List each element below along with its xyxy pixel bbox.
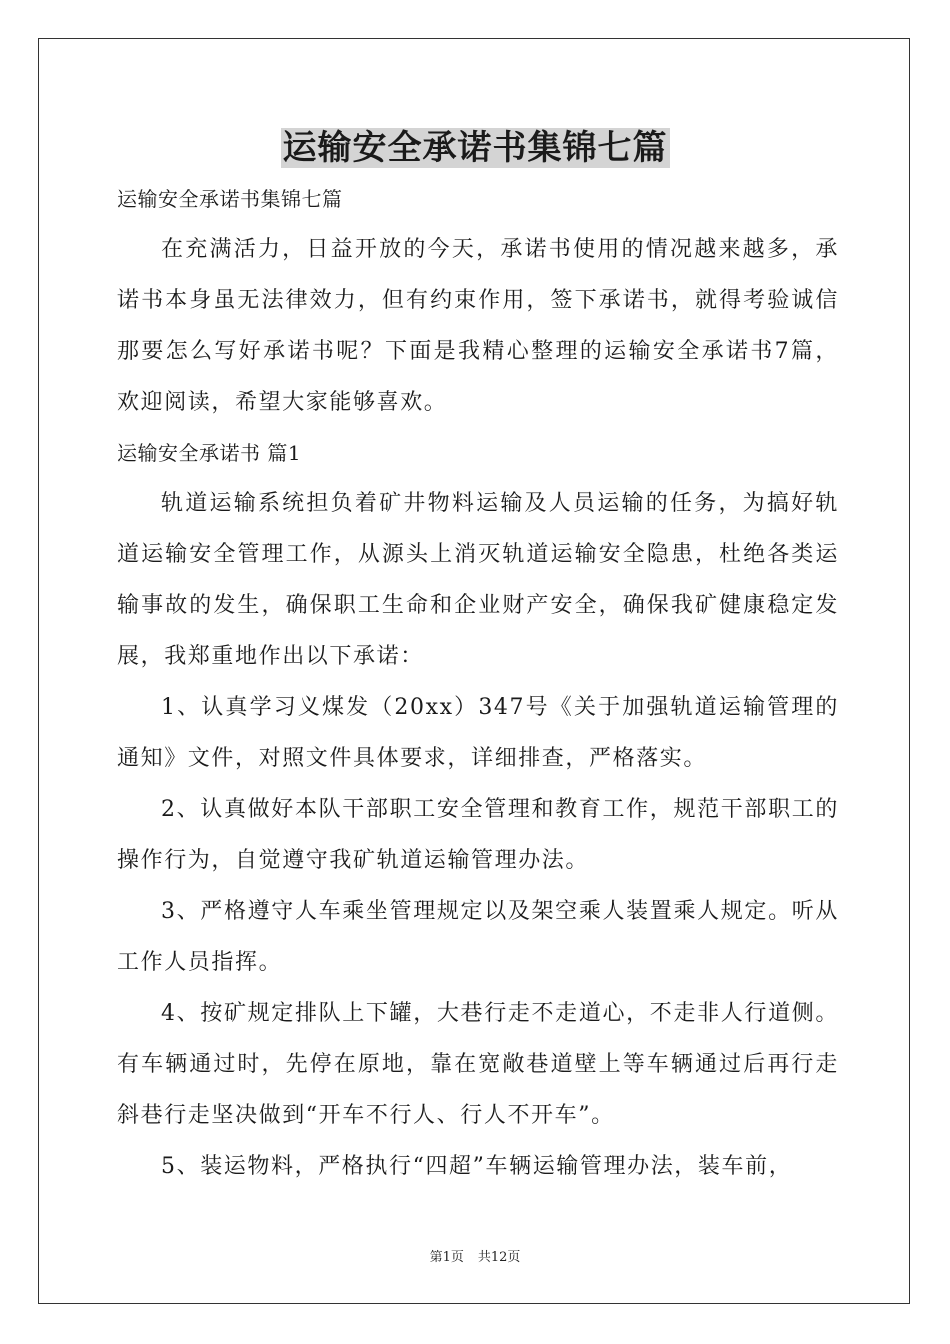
page-footer (0, 1246, 950, 1265)
section-heading: 运输安全承诺书 篇1 (117, 441, 302, 465)
page-total: 共12页 (477, 1250, 521, 1265)
document-title-text: 运输安全承诺书集锦七篇 (282, 128, 668, 168)
body-paragraph-6: 5、装运物料，严格执行“四超”车辆运输管理办法，装车前， (161, 1154, 793, 1179)
document-body (117, 174, 839, 1192)
document-title (0, 126, 950, 170)
body-paragraph-3: 2、认真做好本队干部职工安全管理和教育工作，规范干部职工的操作行为，自觉遵守我矿轨道运输管理办法。 (117, 797, 839, 873)
document-subtitle: 运输安全承诺书集锦七篇 (117, 187, 343, 211)
body-paragraph-5: 4、按矿规定排队上下罐，大巷行走不走道心，不走非人行道侧。有车辆通过时，先停在原地，靠在宽敞巷道壁上等车辆通过后再行走斜巷行走坚决做到“开车不行人、行人不开车”。 (117, 1001, 839, 1128)
body-paragraph-2: 1、认真学习义煤发（20xx）347号《关于加强轨道运输管理的通知》文件，对照文件具体要求，详细排查，严格落实。 (117, 695, 839, 771)
page-number: 第1页 (429, 1250, 464, 1265)
body-paragraph-1: 轨道运输系统担负着矿井物料运输及人员运输的任务，为搞好轨道运输安全管理工作，从源头上消灭轨道运输安全隐患，杜绝各类运输事故的发生，确保职工生命和企业财产安全，确保我矿健康稳定发展，我郑重地作出以下承诺： (117, 491, 839, 669)
body-paragraph-4: 3、严格遵守人车乘坐管理规定以及架空乘人装置乘人规定。听从工作人员指挥。 (117, 899, 839, 975)
intro-paragraph: 在充满活力，日益开放的今天，承诺书使用的情况越来越多，承诺书本身虽无法律效力，但有约束作用，签下承诺书，就得考验诚信那要怎么写好承诺书呢？下面是我精心整理的运输安全承诺书7篇，欢迎阅读，希望大家能够喜欢。 (117, 237, 839, 415)
